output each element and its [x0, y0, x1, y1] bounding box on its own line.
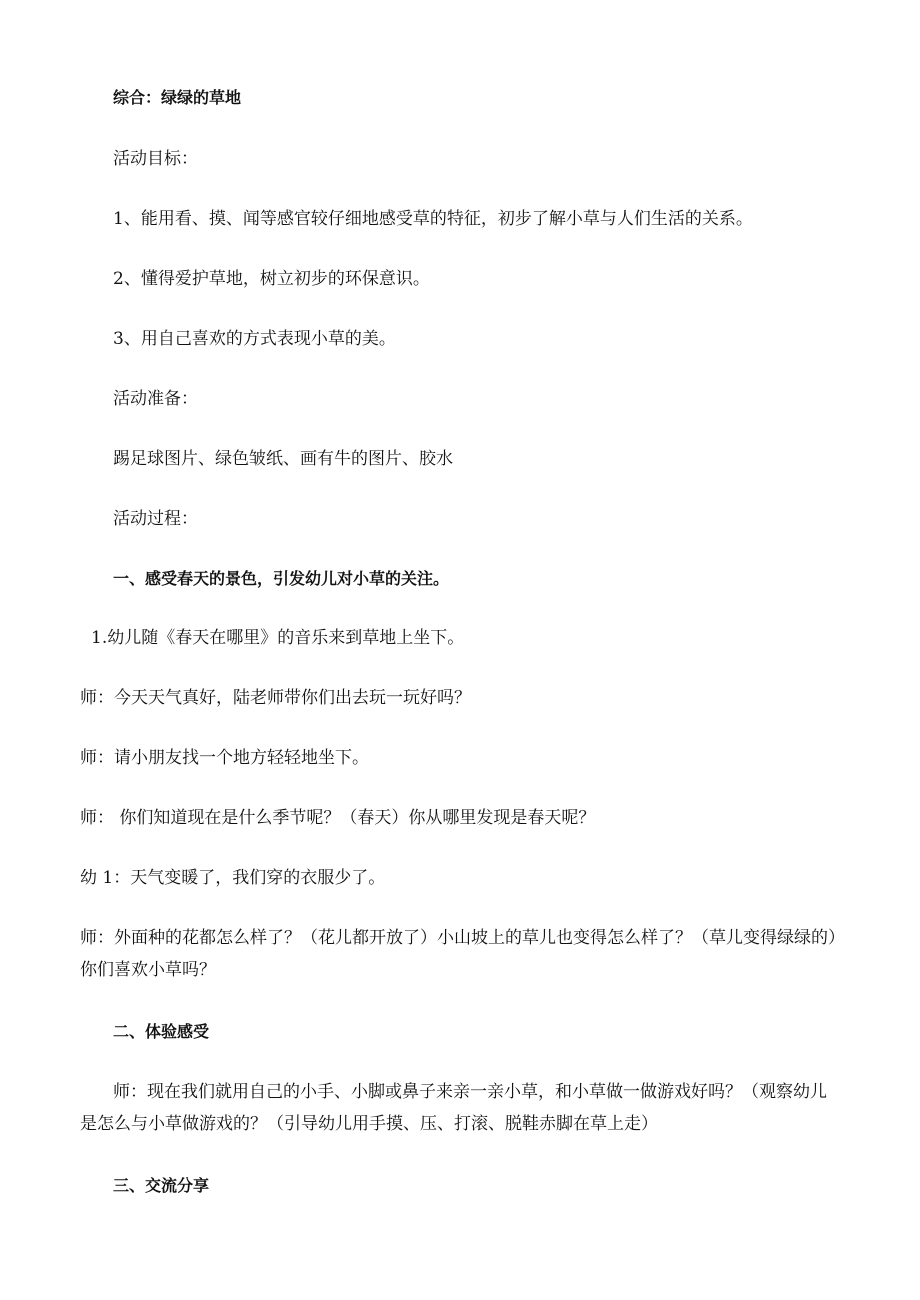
goal-item-3: 3、用自己喜欢的方式表现小草的美。 [113, 329, 396, 349]
dialogue-long-line: 师：外面种的花都怎么样了？（花儿都开放了）小山坡上的草儿也变得怎么样了？（草儿变得绿绿的）你们喜欢小草吗？ [80, 928, 837, 980]
section2-text: 师：现在我们就用自己的小手、小脚或鼻子来亲一亲小草，和小草做一做游戏好吗？（观察幼儿是怎么与小草做游戏的？（引导幼儿用手摸、压、打滚、脱鞋赤脚在草上走） [80, 1082, 827, 1134]
section1-heading: 一、感受春天的景色，引发幼儿对小草的关注。 [113, 569, 450, 588]
goals-heading: 活动目标： [113, 149, 198, 169]
dialogue-line-1: 师：今天天气真好，陆老师带你们出去玩一玩好吗？ [80, 688, 471, 708]
section3-heading: 三、交流分享 [113, 1176, 210, 1195]
section2-heading: 二、体验感受 [113, 1022, 210, 1041]
prep-heading: 活动准备： [113, 389, 198, 409]
dialogue-line-2: 师：请小朋友找一个地方轻轻地坐下。 [80, 748, 369, 768]
goal-item-2: 2、懂得爱护草地，树立初步的环保意识。 [113, 269, 430, 289]
goal-item-1: 1、能用看、摸、闻等感官较仔细地感受草的特征，初步了解小草与人们生活的关系。 [113, 209, 753, 229]
document-title: 综合：绿绿的草地 [113, 88, 242, 107]
dialogue-line-4: 幼 1：天气变暖了，我们穿的衣服少了。 [80, 868, 386, 888]
dialogue-line-3: 师： 你们知道现在是什么季节呢？（春天）你从哪里发现是春天呢？ [80, 808, 596, 828]
prep-text: 踢足球图片、绿色皱纸、画有牛的图片、胶水 [113, 449, 453, 469]
section1-item: 1.幼儿随《春天在哪里》的音乐来到草地上坐下。 [91, 628, 465, 648]
process-heading: 活动过程： [113, 509, 198, 529]
